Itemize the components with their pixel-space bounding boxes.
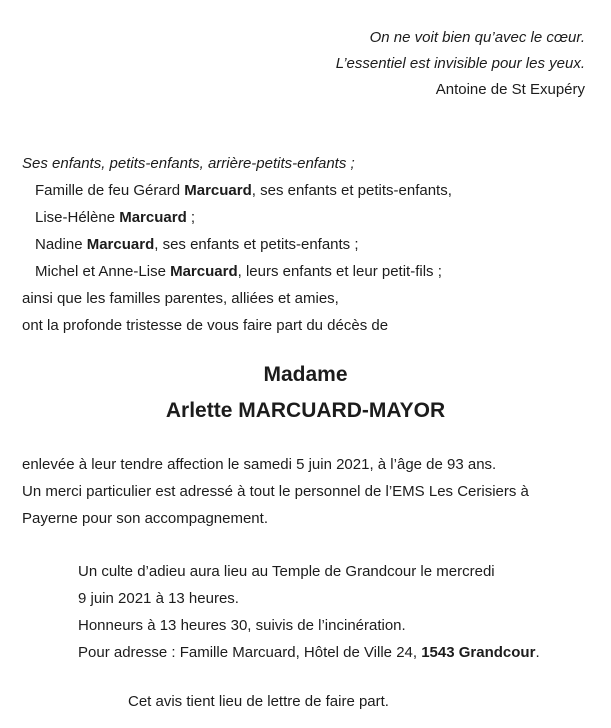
deceased-heading <box>22 357 589 429</box>
address-text: Pour adresse : Famille Marcuard, Hôtel de Ville 24, <box>78 644 422 661</box>
family-line <box>22 258 589 285</box>
ceremony-block <box>22 558 589 666</box>
ceremony-line: Un culte d’adieu aura lieu au Temple de Grandcour le mercredi <box>78 563 495 580</box>
family-name-bold: Marcuard <box>119 209 187 226</box>
family-intro-line: Ses enfants, petits-enfants, arrière-petits-enfants ; <box>22 155 355 172</box>
quote-line: On ne voit bien qu’avec le cœur. <box>369 29 585 46</box>
quote-block <box>0 0 611 103</box>
death-paragraph <box>22 451 589 532</box>
ceremony-line: 9 juin 2021 à 13 heures. <box>78 590 239 607</box>
family-line-text: , leurs enfants et leur petit-fils ; <box>237 263 442 280</box>
ceremony-line: Honneurs à 13 heures 30, suivis de l’incinération. <box>78 617 406 634</box>
address-text: . <box>535 644 540 661</box>
family-line <box>22 177 589 204</box>
family-line <box>22 204 589 231</box>
family-name-bold: Marcuard <box>86 236 155 253</box>
family-name-bold: Marcuard <box>184 182 252 199</box>
closing-line: Cet avis tient lieu de lettre de faire part. <box>128 693 389 710</box>
family-line-text: , ses enfants et petits-enfants, <box>251 182 452 199</box>
quote-attribution: Antoine de St Exupéry <box>435 81 585 98</box>
family-line-text: , ses enfants et petits-enfants ; <box>154 236 359 253</box>
family-line <box>22 231 589 258</box>
family-name-bold: Marcuard <box>170 263 238 280</box>
death-paragraph-line: Un merci particulier est adressé à tout le personnel de l’EMS Les Cerisiers à <box>22 483 529 500</box>
family-block <box>22 150 589 339</box>
death-paragraph-line: Payerne pour son accompagnement. <box>22 510 268 527</box>
death-paragraph-line: enlevée à leur tendre affection le samedi 5 juin 2021, à l’âge de 93 ans. <box>22 456 497 473</box>
family-line-text: ; <box>186 209 196 226</box>
family-line-text: Famille de feu Gérard <box>35 182 185 199</box>
main-column <box>0 150 611 715</box>
quote-line: L’essentiel est invisible pour les yeux. <box>335 55 585 72</box>
family-line-text: Lise-Hélène <box>35 209 120 226</box>
family-closing-line: ont la profonde tristesse de vous faire part du décès de <box>22 317 389 334</box>
deceased-title: Madame <box>263 363 348 386</box>
family-line-text: Nadine <box>35 236 87 253</box>
family-closing-line: ainsi que les familles parentes, alliées et amies, <box>22 290 339 307</box>
address-line <box>78 639 589 666</box>
family-line-text: Michel et Anne-Lise <box>35 263 171 280</box>
deceased-name: Arlette MARCUARD-MAYOR <box>165 399 446 422</box>
address-bold: 1543 Grandcour <box>421 644 536 661</box>
